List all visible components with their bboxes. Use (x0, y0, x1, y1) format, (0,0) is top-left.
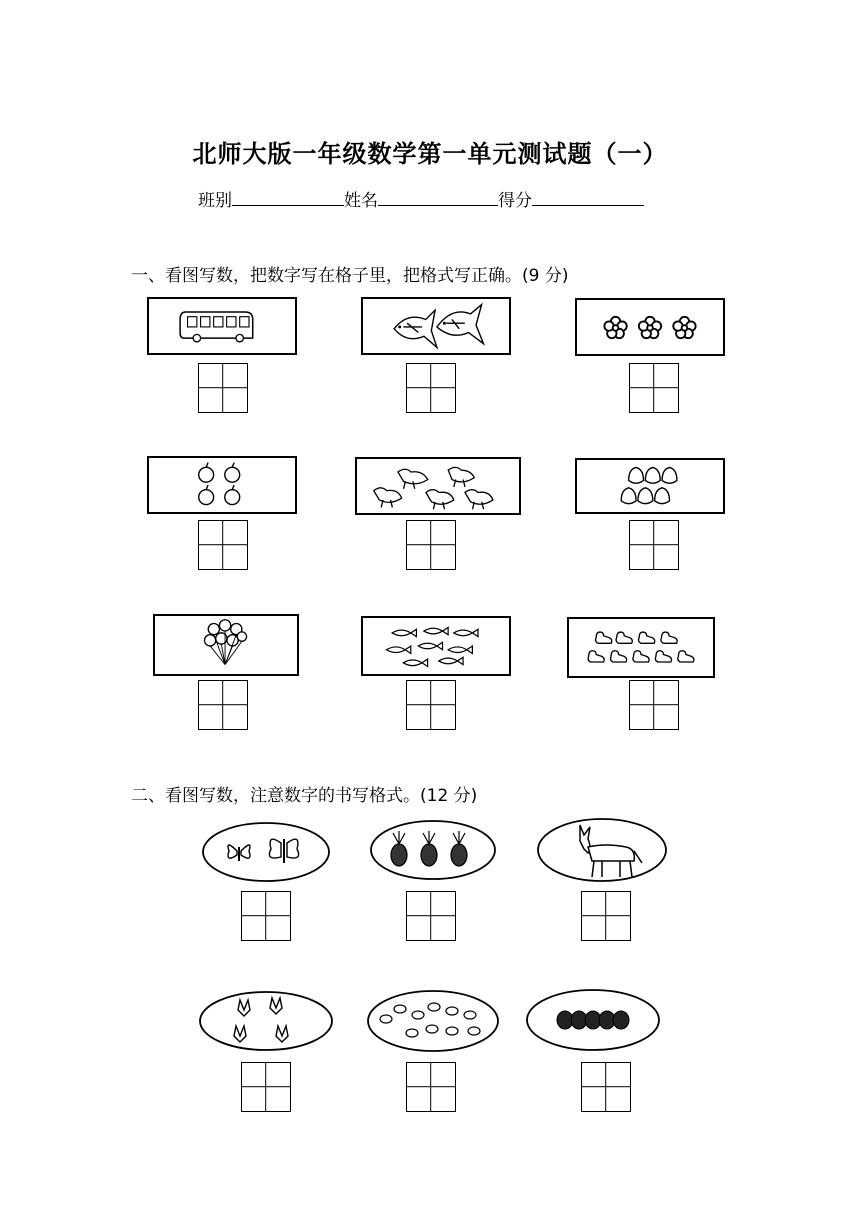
answer-grid-14[interactable] (406, 1062, 456, 1112)
class-blank[interactable] (232, 189, 344, 206)
fish-icon (363, 618, 509, 674)
duck-picture (567, 617, 715, 678)
butterfly-picture (201, 821, 331, 883)
answer-grid-10[interactable] (241, 891, 291, 941)
tulip-icon (198, 990, 334, 1052)
score-label: 得分 (498, 191, 532, 211)
bird-icon (366, 989, 501, 1053)
answer-grid-6[interactable] (629, 520, 679, 570)
balloon-picture (153, 614, 299, 676)
donkey-icon (536, 817, 669, 883)
bus-icon (149, 299, 295, 353)
chicken-icon (357, 459, 519, 513)
answer-grid-13[interactable] (241, 1062, 291, 1112)
bus-picture (147, 297, 297, 355)
tulip-picture (198, 990, 334, 1052)
fish-icon (363, 299, 509, 353)
balloon-icon (155, 616, 297, 674)
answer-grid-4[interactable] (198, 520, 248, 570)
chicken-picture (355, 457, 521, 515)
student-info-line (198, 186, 644, 211)
page-title: 北师大版一年级数学第一单元测试题（一） (192, 139, 668, 168)
bird-picture (366, 989, 501, 1053)
duck-icon (569, 619, 713, 676)
answer-grid-11[interactable] (406, 891, 456, 941)
pineapple-picture (369, 819, 498, 881)
section1-heading: 一、看图写数，把数字写在格子里，把格式写正确。(9 分) (131, 266, 569, 286)
pineapple-icon (369, 819, 498, 881)
bead-picture (525, 988, 661, 1053)
donkey-picture (536, 817, 669, 883)
name-label: 姓名 (344, 191, 378, 211)
peach-picture (575, 458, 725, 514)
answer-grid-15[interactable] (581, 1062, 631, 1112)
score-blank[interactable] (532, 189, 644, 206)
answer-grid-5[interactable] (406, 520, 456, 570)
section2-heading: 二、看图写数，注意数字的书写格式。(12 分) (131, 786, 478, 806)
butterfly-icon (201, 821, 331, 883)
fish-picture (361, 297, 511, 355)
answer-grid-2[interactable] (406, 363, 456, 413)
answer-grid-8[interactable] (406, 680, 456, 730)
small-fish-picture (361, 616, 511, 676)
apple-icon (149, 458, 295, 512)
answer-grid-12[interactable] (581, 891, 631, 941)
bead-icon (525, 988, 661, 1053)
apple-picture (147, 456, 297, 514)
peach-icon (577, 460, 723, 512)
name-blank[interactable] (378, 189, 498, 206)
flower-icon (577, 300, 723, 354)
answer-grid-9[interactable] (629, 680, 679, 730)
answer-grid-7[interactable] (198, 680, 248, 730)
class-label: 班别 (198, 191, 232, 211)
answer-grid-1[interactable] (198, 363, 248, 413)
flower-picture (575, 298, 725, 356)
answer-grid-3[interactable] (629, 363, 679, 413)
